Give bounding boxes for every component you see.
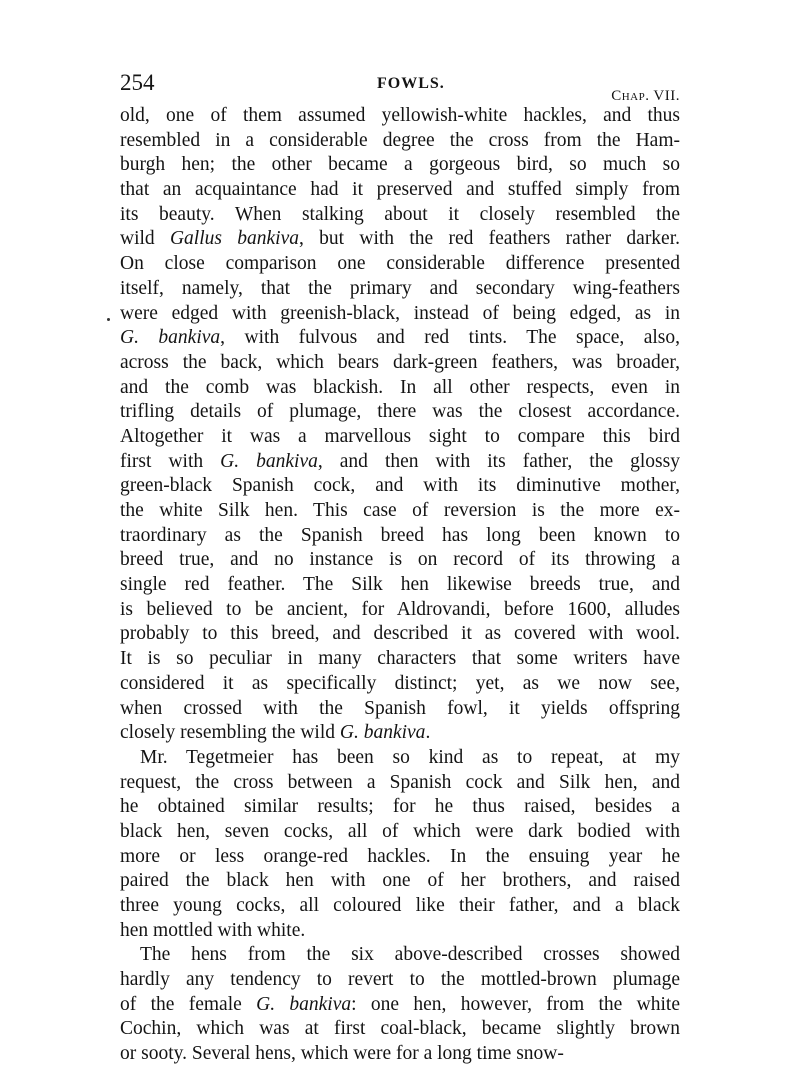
text-line: across the back, which bears dark-green feathers, was broader, bbox=[120, 351, 680, 373]
text-line: is believed to be ancient, for Aldrovandi, before 1600, alludes bbox=[120, 598, 680, 620]
text-line: G. bankiva, with fulvous and red tints. The space, also, bbox=[120, 327, 680, 349]
text-line: The hens from the six above-described crosses showed bbox=[140, 944, 680, 966]
text-line: On close comparison one considerable difference presented bbox=[120, 253, 680, 275]
text-line: old, one of them assumed yellowish-white hackles, and thus bbox=[120, 105, 680, 126]
text-line: request, the cross between a Spanish cock and Silk hen, and bbox=[120, 771, 680, 793]
chapter-label: Chap. VII. bbox=[611, 88, 680, 104]
text-line: hardly any tendency to revert to the mottled-brown plumage bbox=[120, 969, 680, 991]
text-line: single red feather. The Silk hen likewise breeds true, and bbox=[120, 574, 680, 596]
text-line: green-black Spanish cock, and with its diminutive mother, bbox=[120, 475, 680, 497]
text-line: paired the black hen with one of her brothers, and raised bbox=[120, 870, 680, 892]
text-line: trifling details of plumage, there was the closest accordance. bbox=[120, 401, 680, 423]
text-line: It is so peculiar in many characters that some writers have bbox=[120, 648, 680, 670]
text-line: Mr. Tegetmeier has been so kind as to repeat, at my bbox=[140, 746, 680, 768]
text-line: considered it as specifically distinct; yet, as we now see, bbox=[120, 672, 680, 694]
paragraph bbox=[120, 943, 680, 1066]
paragraph bbox=[120, 746, 680, 944]
text-line: traordinary as the Spanish breed has long been known to bbox=[120, 524, 680, 546]
text-line: first with G. bankiva, and then with its father, the glossy bbox=[120, 450, 680, 472]
text-line: breed true, and no instance is on record of its throwing a bbox=[120, 549, 680, 571]
text-line: of the female G. bankiva: one hen, however, from the white bbox=[120, 993, 680, 1015]
text-line: closely resembling the wild G. bankiva. bbox=[120, 722, 431, 744]
text-line: wild Gallus bankiva, but with the red feathers rather darker. bbox=[120, 228, 681, 250]
text-line: hen mottled with white. bbox=[120, 919, 306, 941]
text-line: were edged with greenish-black, instead of being edged, as in bbox=[120, 302, 680, 324]
text-line: he obtained similar results; for he thus raised, besides a bbox=[120, 796, 680, 818]
page-number: 254 bbox=[120, 70, 155, 95]
text-line: and the comb was blackish. In all other respects, even in bbox=[120, 376, 680, 398]
text-line: burgh hen; the other became a gorgeous bird, so much so bbox=[120, 154, 680, 176]
text-line: Altogether it was a marvellous sight to compare this bird bbox=[120, 425, 680, 447]
text-line: black hen, seven cocks, all of which were dark bodied with bbox=[120, 820, 680, 842]
text-line: or sooty. Several hens, which were for a long time snow- bbox=[120, 1043, 564, 1065]
text-line: when crossed with the Spanish fowl, it yields offspring bbox=[120, 697, 680, 719]
text-line: three young cocks, all coloured like their father, and a black bbox=[120, 895, 680, 916]
margin-mark bbox=[107, 318, 110, 321]
text-line: Cochin, which was at first coal-black, became slightly brown bbox=[120, 1018, 680, 1040]
text-line: more or less orange-red hackles. In the ensuing year he bbox=[120, 845, 680, 867]
text-line: that an acquaintance had it preserved and stuffed simply from bbox=[120, 179, 680, 201]
text-line: resembled in a considerable degree the cross from the Ham- bbox=[120, 129, 680, 151]
text-line: its beauty. When stalking about it closely resembled the bbox=[120, 203, 680, 225]
running-head: FOWLS. bbox=[377, 75, 445, 92]
body-text bbox=[120, 104, 680, 1067]
text-line: the white Silk hen. This case of reversion is the more ex- bbox=[120, 500, 680, 521]
text-line: probably to this breed, and described it as covered with wool. bbox=[120, 623, 680, 645]
text-line: itself, namely, that the primary and secondary wing-feathers bbox=[120, 277, 680, 299]
paragraph bbox=[120, 104, 680, 746]
